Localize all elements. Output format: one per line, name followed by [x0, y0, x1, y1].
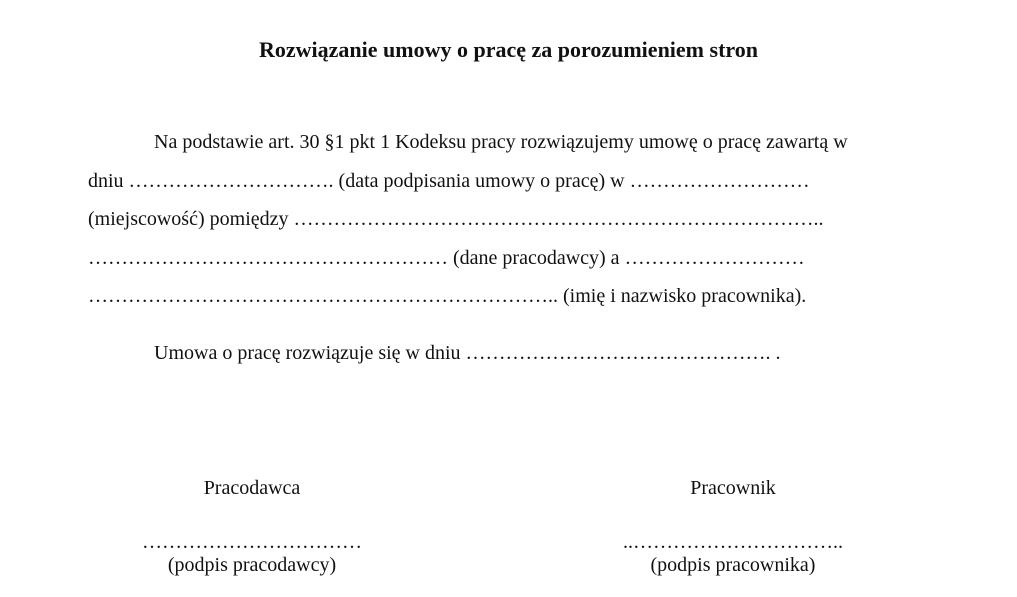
- body-line-1: Na podstawie art. 30 §1 pkt 1 Kodeksu pracy rozwiązujemy umowę o pracę zawartą w: [154, 131, 848, 153]
- employer-signature-caption: (podpis pracodawcy): [167, 554, 337, 576]
- employee-label: Pracownik: [690, 477, 776, 499]
- body-line-3: (miejscowość) pomiędzy ……………………………………………………………………..: [88, 208, 824, 230]
- employer-signature-line: ……………………………: [142, 531, 362, 553]
- body-line-5: …………………………………………………………….. (imię i nazwisko pracownika).: [88, 285, 807, 307]
- body-line-2: dniu …………………………. (data podpisania umowy o pracę) w ………………………: [88, 170, 810, 192]
- employer-label: Pracodawca: [203, 477, 301, 499]
- document-title: Rozwiązanie umowy o pracę za porozumieniem stron: [258, 37, 758, 62]
- body-line-4: ……………………………………………… (dane pracodawcy) a ………………………: [88, 247, 805, 269]
- employee-signature-line: ..…………………………..: [623, 531, 843, 553]
- employee-signature-caption: (podpis pracownika): [650, 554, 816, 576]
- termination-date-line: Umowa o pracę rozwiązuje się w dniu ………………………………………. .: [154, 342, 781, 364]
